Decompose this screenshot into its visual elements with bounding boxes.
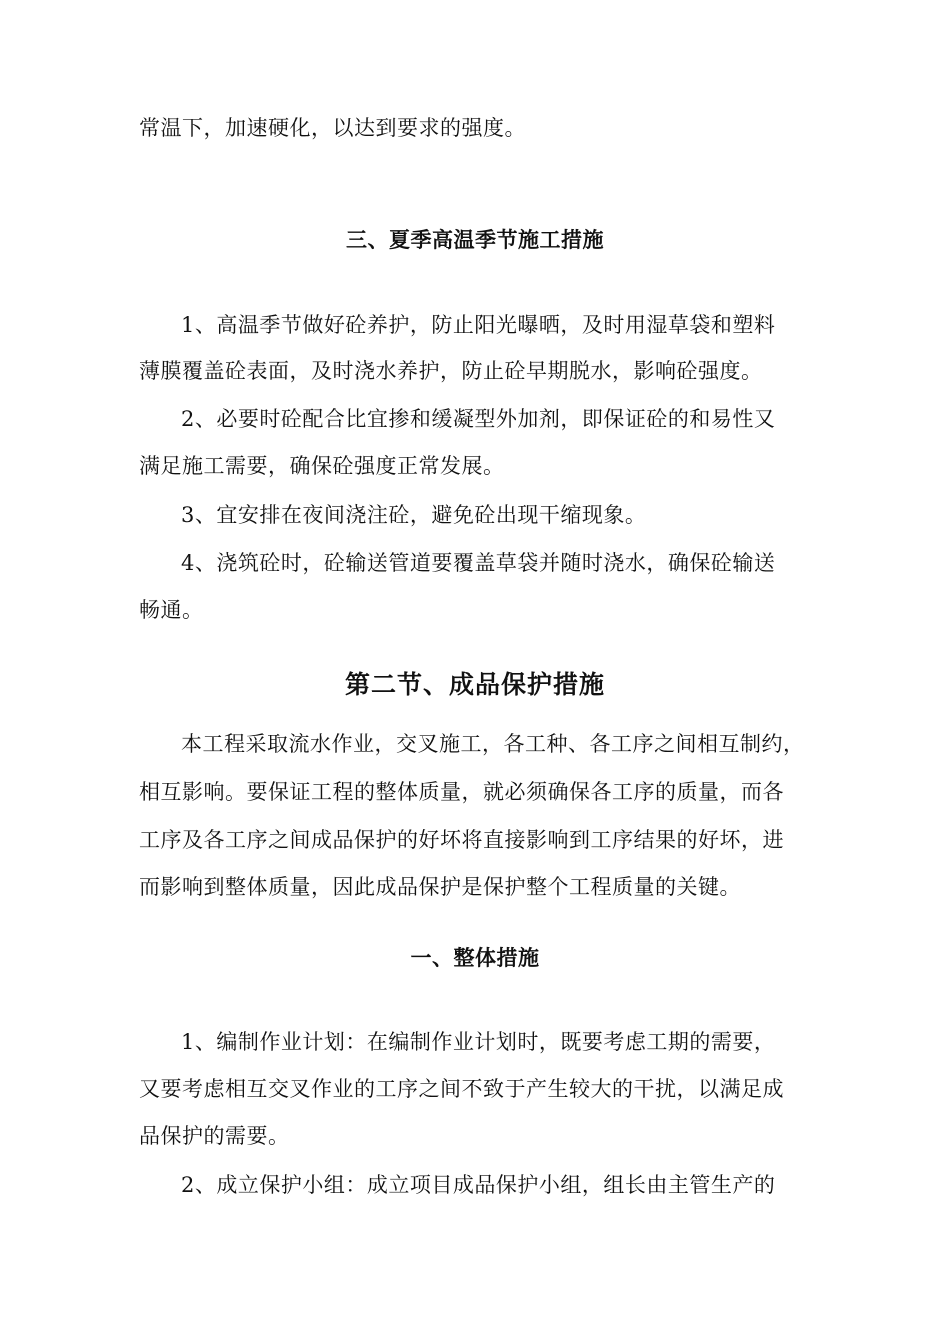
heading-overall-measures: 一、整体措施 xyxy=(410,946,540,970)
heading-section-2: 第二节、成品保护措施 xyxy=(344,670,605,699)
intro-line-2: 相互影响。要保证工程的整体质量，就必须确保各工序的质量，而各 xyxy=(139,780,784,804)
summer-item-2-cont: 满足施工需要，确保砼强度正常发展。 xyxy=(139,454,505,478)
overall-item-1-cont2: 品保护的需要。 xyxy=(139,1124,290,1148)
overall-item-1-cont: 又要考虑相互交叉作业的工序之间不致于产生较大的干扰，以满足成 xyxy=(139,1077,784,1101)
summer-item-3: 3、宜安排在夜间浇注砼，避免砼出现干缩现象。 xyxy=(181,503,647,527)
summer-item-4-cont: 畅通。 xyxy=(139,598,204,622)
intro-line-3: 工序及各工序之间成品保护的好坏将直接影响到工序结果的好坏，进 xyxy=(139,828,784,852)
summer-item-2: 2、必要时砼配合比宜掺和缓凝型外加剂，即保证砼的和易性又 xyxy=(181,407,776,431)
paragraph-line: 常温下，加速硬化，以达到要求的强度。 xyxy=(139,116,526,140)
heading-summer-measures: 三、夏季高温季节施工措施 xyxy=(346,228,604,252)
intro-line-4: 而影响到整体质量，因此成品保护是保护整个工程质量的关键。 xyxy=(139,875,741,899)
summer-item-1: 1、高温季节做好砼养护，防止阳光曝晒，及时用湿草袋和塑料 xyxy=(181,313,776,337)
overall-item-2: 2、成立保护小组：成立项目成品保护小组，组长由主管生产的 xyxy=(181,1173,776,1197)
summer-item-1-cont: 薄膜覆盖砼表面，及时浇水养护，防止砼早期脱水，影响砼强度。 xyxy=(139,359,763,383)
overall-item-1: 1、编制作业计划：在编制作业计划时，既要考虑工期的需要， xyxy=(181,1030,776,1054)
summer-item-4: 4、浇筑砼时，砼输送管道要覆盖草袋并随时浇水，确保砼输送 xyxy=(181,551,776,575)
intro-line-1: 本工程采取流水作业，交叉施工，各工种、各工序之间相互制约， xyxy=(181,732,805,756)
